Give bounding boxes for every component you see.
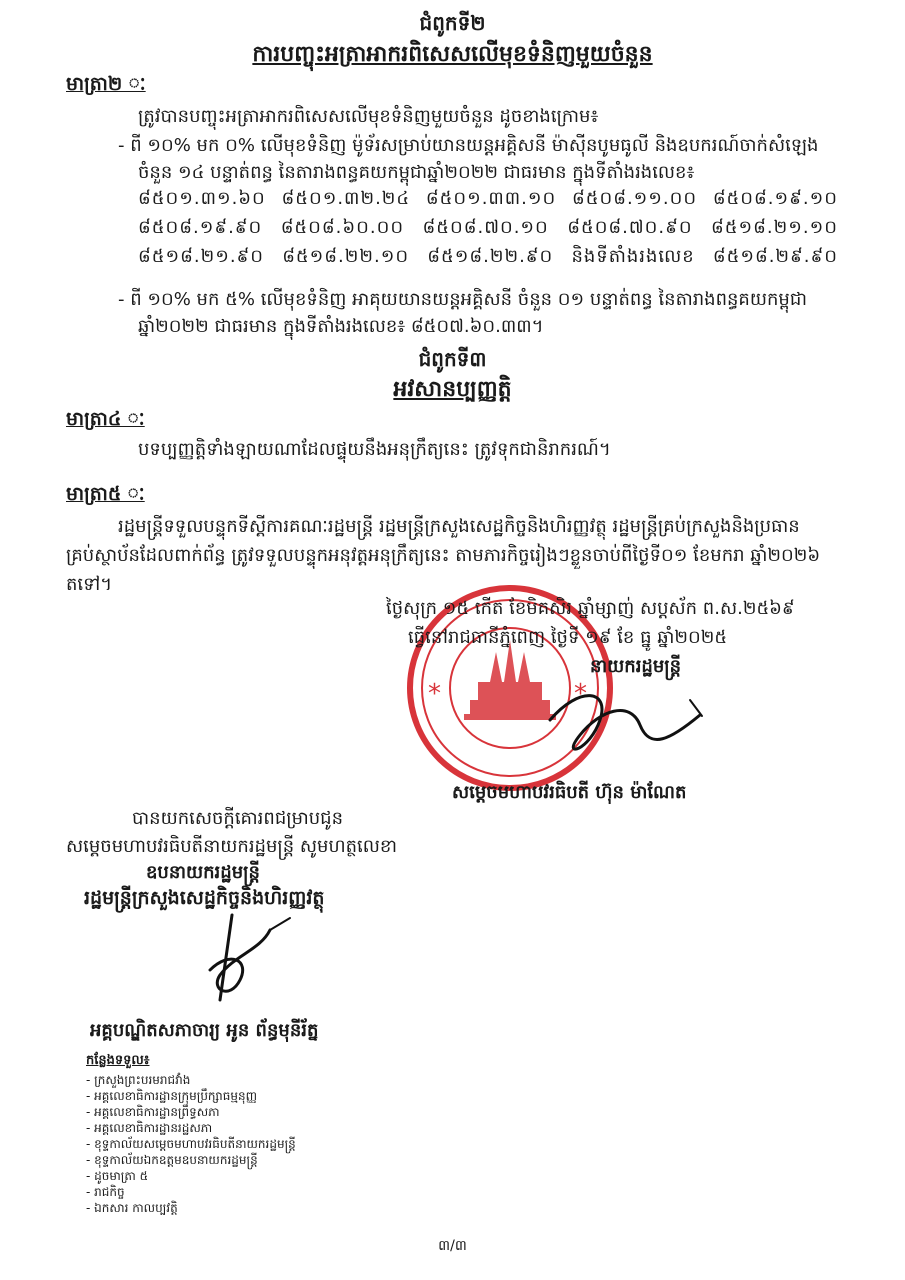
tariff-code: ៨៥០៨.១៩.៩០: [138, 217, 263, 238]
tariff-code: ៨៥១៨.២២.១០: [282, 246, 410, 267]
list-item: - ខុទ្ទកាល័យឯកឧត្តមឧបនាយករដ្ឋមន្ត្រី: [86, 1153, 258, 1167]
list-item: - ក្រសួងព្រះបរមរាជវាំង: [86, 1073, 191, 1087]
minister-name: អគ្គបណ្ឌិតសភាចារ្យ អូន ព័ន្ធមុនីរ័ត្ន: [90, 1020, 319, 1041]
article5-line2: គ្រប់ស្ថាប័នដែលពាក់ព័ន្ធ ត្រូវទទួលបន្ទុកអនុវត្តអនុក្រឹត្យនេះ តាមភារកិច្ចរៀងៗខ្លួនចាប់ពីថ្ងៃទី០១ ខែមករា ឆ្នាំ២០២៦: [66, 545, 821, 566]
tariff-code: ៨៥០៨.១៩.១០: [712, 188, 838, 209]
tariff-code: ៨៥១៨.២១.១០: [711, 217, 838, 238]
svg-text:*: *: [428, 679, 441, 709]
pm-title: នាយករដ្ឋមន្ត្រី: [590, 656, 682, 677]
page-number: ៣/៣: [438, 1238, 467, 1254]
tariff-code: ៨៥១៨.២២.៩០: [427, 246, 554, 267]
tariff-code: ៨៥០៨.៧០.១០: [422, 217, 549, 238]
tariff-code-row: [138, 244, 838, 273]
chapter2-title: ការបញ្ចុះអត្រាអាករពិសេសលើមុខទំនិញមួយចំនួន: [252, 42, 653, 67]
tariff-code: ៨៥១៨.២៩.៩០: [712, 246, 838, 267]
tariff-code: ៨៥១៨.២១.៩០: [138, 246, 265, 267]
list-item: - ឯកសារ កាលប្បវត្តិ: [86, 1201, 178, 1215]
article4-label: មាត្រា៤ ៈ: [66, 408, 145, 430]
article2-bullet2-line2: ឆ្នាំ២០២២ ជាធរមាន ក្នុងទីតាំងរងលេខ៖ ៨៥០៧.៦០.៣៣។: [138, 316, 544, 337]
tariff-code: ៨៥០១.៣៣.១០: [425, 188, 557, 209]
article5-label: មាត្រា៥ ៈ: [66, 483, 145, 505]
article5-line1: រដ្ឋមន្ត្រីទទួលបន្ទុកទីស្តីការគណៈរដ្ឋមន្ត្រី រដ្ឋមន្ត្រីក្រសួងសេដ្ឋកិច្ចនិងហិរញ្ញវត្ថុ រដ្ឋមន្ត្រីគ្រប់ក្រសួងនិងប្រធាន: [118, 516, 800, 537]
svg-text:*: *: [574, 679, 587, 709]
tariff-code-row: [138, 186, 838, 215]
pm-name: សម្តេចមហាបវរធិបតី ហ៊ុន ម៉ាណែត: [452, 782, 687, 803]
submission-title2: រដ្ឋមន្ត្រីក្រសួងសេដ្ឋកិច្ចនិងហិរញ្ញវត្ថុ: [84, 887, 325, 909]
submission-title1: ឧបនាយករដ្ឋមន្ត្រី: [146, 862, 260, 883]
article2-bullet1-line1: - ពី ១០% មក ០% លើមុខទំនិញ ម៉ូទ័រសម្រាប់យានយន្តអគ្គិសនី ម៉ាស៊ីនបូមធូលី និងឧបករណ៍ចាក់សំឡេង: [118, 135, 819, 156]
submission-line1: បានយកសេចក្តីគោរពជម្រាបជូន: [132, 808, 344, 829]
distribution-list: [86, 1072, 296, 1216]
list-item: - អគ្គលេខាធិការដ្ឋានព្រឹទ្ធសភា: [86, 1105, 220, 1119]
article2-intro: ត្រូវបានបញ្ចុះអត្រាអាករពិសេសលើមុខទំនិញមួយចំនួន ដូចខាងក្រោម៖: [138, 106, 599, 127]
tariff-code: ៨៥០៨.៦០.០០: [280, 217, 405, 238]
article2-bullet2-line1: - ពី ១០% មក ៥% លើមុខទំនិញ អាគុយយានយន្តអគ្គិសនី ចំនួន ០១ បន្ទាត់ពន្ធ នៃតារាងពន្ធគយកម្ពុជា: [118, 289, 807, 310]
tariff-code: ៨៥០១.៣១.៦០: [138, 188, 266, 209]
chapter3-heading: ជំពូកទី៣: [418, 347, 487, 371]
date-solar: ធ្វើនៅរាជធានីភ្នំពេញ ថ្ងៃទី ១៩ ខែ ធ្នូ ឆ្នាំ២០២៥: [408, 627, 728, 648]
article2-bullet1-line2: ចំនួន ១៤ បន្ទាត់ពន្ធ នៃតារាងពន្ធគយកម្ពុជាឆ្នាំ២០២២ ជាធរមាន ក្នុងទីតាំងរងលេខ៖: [138, 162, 695, 183]
pm-signature-icon: [540, 680, 710, 770]
tariff-code-row: [138, 215, 838, 244]
tariff-code: ៨៥០៨.៧០.៩០: [567, 217, 693, 238]
list-item: - អគ្គលេខាធិការដ្ឋានរដ្ឋសភា: [86, 1121, 213, 1135]
distribution-title: កន្លែងទទួល៖: [86, 1053, 150, 1068]
list-item: - អគ្គលេខាធិការដ្ឋានក្រុមប្រឹក្សាធម្មនុញ្ញ: [86, 1089, 258, 1103]
list-item: - ដូចមាត្រា ៥: [86, 1169, 149, 1183]
chapter2-heading: ជំពូកទី២: [419, 11, 486, 35]
list-item: - ខុទ្ទកាល័យសម្តេចមហាបវរធិបតីនាយករដ្ឋមន្ត្រី: [86, 1137, 296, 1151]
tariff-code: ៨៥០៨.១១.០០: [571, 188, 698, 209]
date-lunar: ថ្ងៃសុក្រ ១៥ កើត ខែមិគសិរ ឆ្នាំម្សាញ់ សប្តស័ក ព.ស.២៥៦៩: [386, 598, 795, 619]
minister-signature-icon: [180, 910, 300, 1010]
tariff-code: ៨៥០១.៣២.២៤: [281, 188, 411, 209]
article4-text: បទប្បញ្ញត្តិទាំងឡាយណាដែលផ្ទុយនឹងអនុក្រឹត្យនេះ ត្រូវទុកជានិរាករណ៍។: [138, 439, 611, 460]
list-item: - រាជកិច្ច: [86, 1185, 125, 1199]
tariff-code-table: [138, 186, 838, 273]
article2-label: មាត្រា២ ៈ: [66, 73, 146, 95]
article5-line3: តទៅ។: [66, 574, 113, 595]
submission-line2: សម្តេចមហាបវរធិបតីនាយករដ្ឋមន្ត្រី សូមហត្ថលេខា: [66, 836, 398, 857]
tariff-code-connector: និងទីតាំងរងលេខ: [571, 246, 695, 267]
chapter3-title: អវសានប្បញ្ញត្តិ: [393, 377, 512, 402]
